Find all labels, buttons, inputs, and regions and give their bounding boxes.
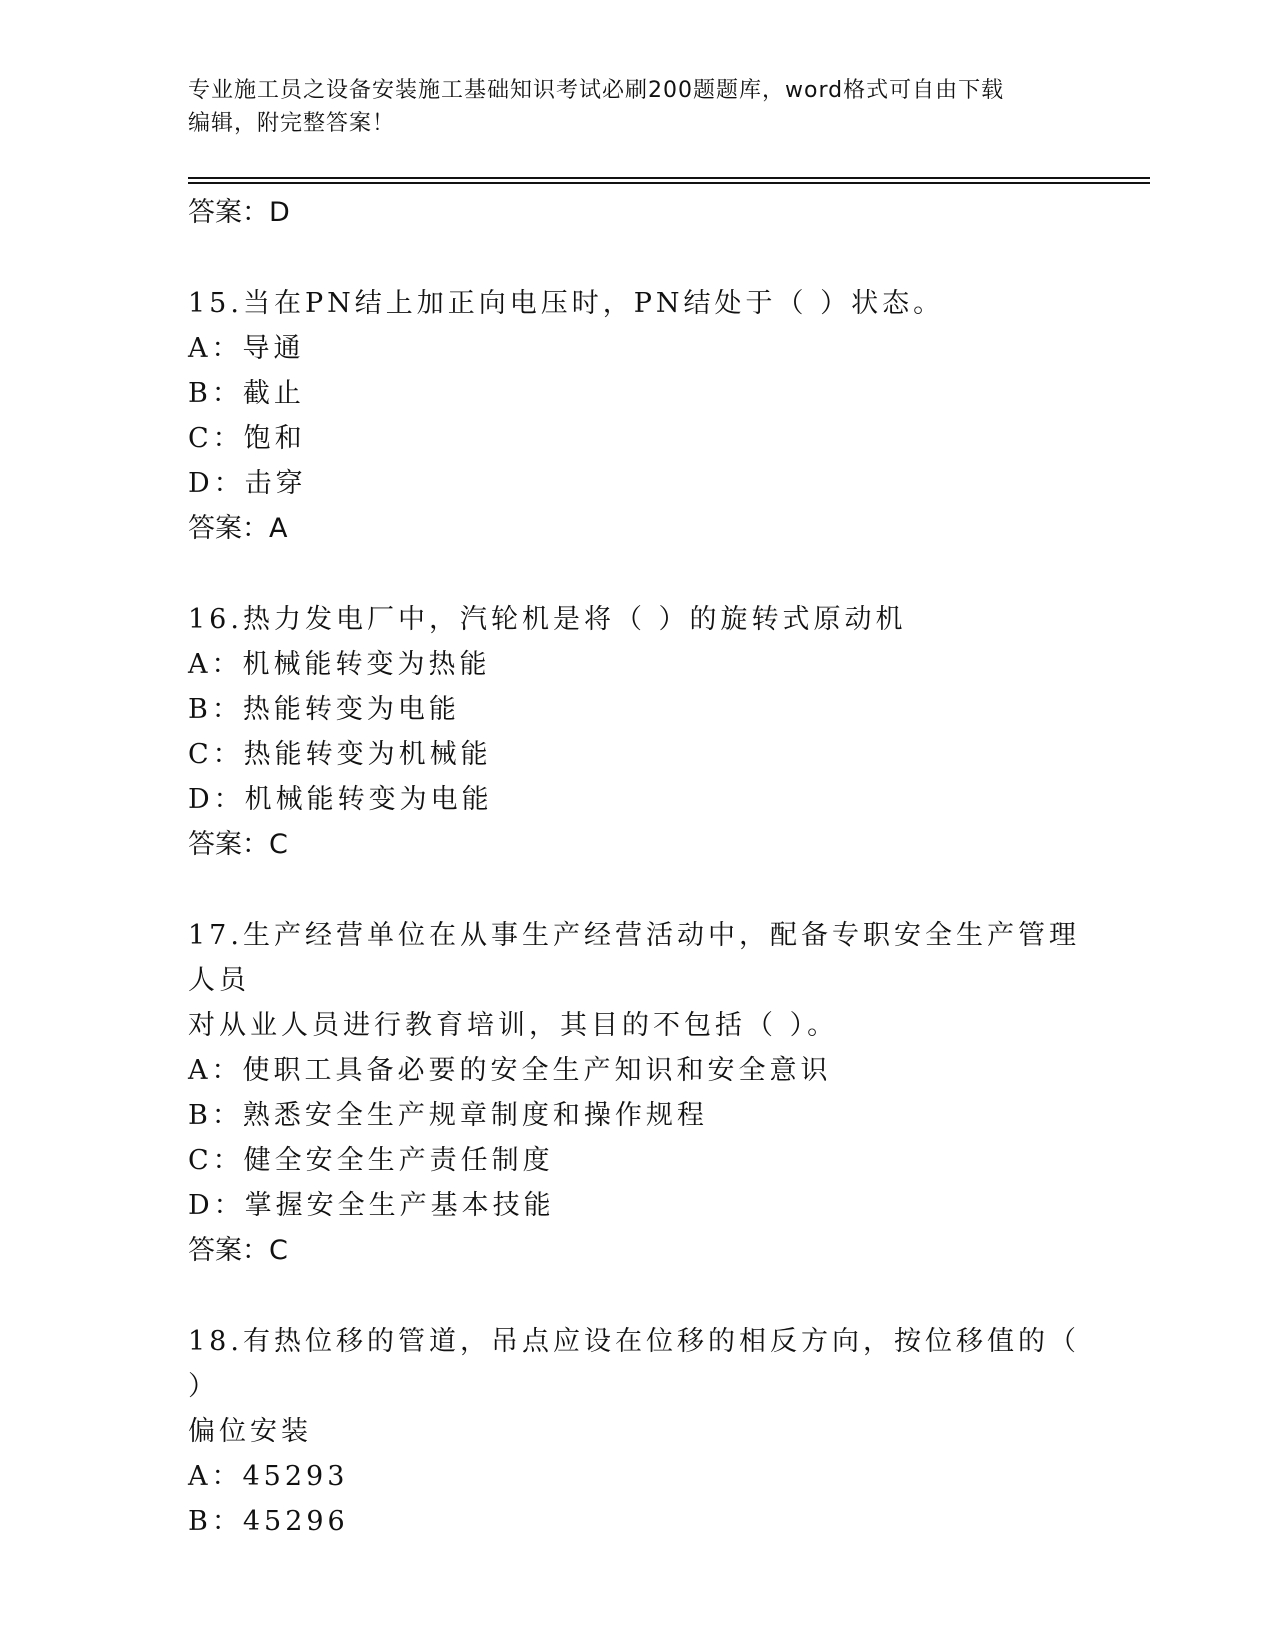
option-b: B：熟悉安全生产规章制度和操作规程 bbox=[188, 1100, 708, 1131]
question-stem-line-1: 18.有热位移的管道，吊点应设在位移的相反方向，按位移值的（ ） bbox=[188, 1326, 1080, 1402]
question-stem-line-2: 对从业人员进行教育培训，其目的不包括（ ）。 bbox=[188, 1010, 839, 1041]
question-15 bbox=[188, 281, 1088, 551]
option-c: C：健全安全生产责任制度 bbox=[188, 1145, 554, 1176]
question-list bbox=[188, 190, 1088, 1544]
document-header bbox=[188, 74, 1088, 140]
header-line-1: 专业施工员之设备安装施工基础知识考试必刷200题题库，word格式可自由下载 bbox=[188, 78, 1005, 103]
question-stem-line-1: 17.生产经营单位在从事生产经营活动中，配备专职安全生产管理人员 bbox=[188, 920, 1080, 996]
option-d: D：机械能转变为电能 bbox=[188, 784, 493, 815]
option-c: C：热能转变为机械能 bbox=[188, 739, 492, 770]
question-stem: 16.热力发电厂中，汽轮机是将（ ）的旋转式原动机 bbox=[188, 604, 907, 635]
option-b: B：45296 bbox=[188, 1506, 349, 1537]
option-d: D：击穿 bbox=[188, 468, 307, 499]
answer: 答案：C bbox=[188, 829, 288, 860]
answer: 答案：C bbox=[188, 1235, 288, 1266]
option-b: B：截止 bbox=[188, 378, 305, 409]
question-stem-line-2: 偏位安装 bbox=[188, 1416, 312, 1447]
header-divider-bottom bbox=[188, 182, 1150, 184]
question-16 bbox=[188, 597, 1088, 867]
question-17 bbox=[188, 913, 1088, 1273]
option-b: B：热能转变为电能 bbox=[188, 694, 460, 725]
option-c: C：饱和 bbox=[188, 423, 306, 454]
header-divider-top bbox=[188, 177, 1150, 179]
answer: 答案：A bbox=[188, 513, 288, 544]
option-a: A：45293 bbox=[188, 1461, 349, 1492]
option-a: A：使职工具备必要的安全生产知识和安全意识 bbox=[188, 1055, 832, 1086]
previous-answer: 答案：D bbox=[188, 197, 290, 228]
question-stem: 15.当在PN结上加正向电压时，PN结处于（ ）状态。 bbox=[188, 288, 945, 319]
header-line-2: 编辑，附完整答案！ bbox=[188, 111, 396, 136]
option-d: D：掌握安全生产基本技能 bbox=[188, 1190, 555, 1221]
option-a: A：机械能转变为热能 bbox=[188, 649, 491, 680]
option-a: A：导通 bbox=[188, 333, 305, 364]
question-18 bbox=[188, 1319, 1088, 1544]
